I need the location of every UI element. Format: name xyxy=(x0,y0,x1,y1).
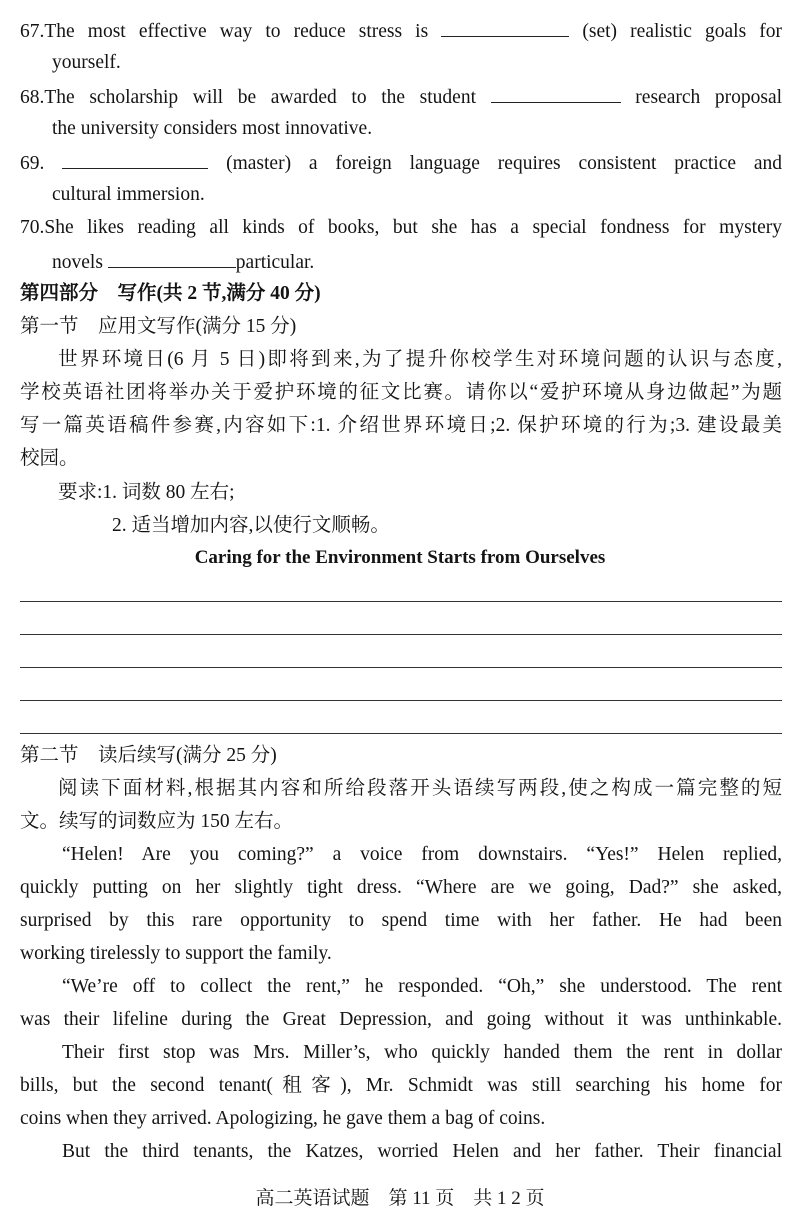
story-line: “Helen! Are you coming?” a voice from downstairs. “Yes!” Helen replied, xyxy=(62,844,782,865)
answer-blank-69[interactable] xyxy=(62,150,208,169)
writing-line[interactable] xyxy=(20,634,782,635)
section1-heading: 第一节 应用文写作(满分 15 分) xyxy=(20,316,297,337)
question-68: 68.The scholarship will be awarded to the student research proposal xyxy=(20,84,782,110)
story-line: coins when they arrived. Apologizing, he gave them a bag of coins. xyxy=(20,1108,546,1129)
story-line: But the third tenants, the Katzes, worried Helen and her father. Their financial xyxy=(62,1141,782,1162)
question-68-cont: the university considers most innovative. xyxy=(52,118,373,139)
essay-title: Caring for the Environment Starts from Ourselves xyxy=(194,547,606,568)
requirement-1: 要求:1. 词数 80 左右; xyxy=(58,482,235,503)
section1-prompt-line-3: 写一篇英语稿件参赛,内容如下:1. 介绍世界环境日;2. 保护环境的行为;3. 建设最美 xyxy=(20,415,782,436)
question-70: 70.She likes reading all kinds of books, but she has a special fondness for mystery xyxy=(20,217,782,238)
question-67-cont: yourself. xyxy=(52,52,121,73)
part4-heading: 第四部分 写作(共 2 节,满分 40 分) xyxy=(20,283,321,304)
page-footer: 高二英语试题 第 11 页 共 1 2 页 xyxy=(255,1188,545,1209)
section1-prompt-line-1: 世界环境日(6 月 5 日)即将到来,为了提升你校学生对环境问题的认识与态度, xyxy=(58,349,782,370)
section2-intro-line-2: 文。续写的词数应为 150 左右。 xyxy=(20,811,294,832)
question-69: 69. (master) a foreign language requires consistent practice and xyxy=(20,150,782,176)
section1-prompt-line-4: 校园。 xyxy=(20,448,79,469)
writing-line[interactable] xyxy=(20,733,782,734)
story-line: bills, but the second tenant(租客), Mr. Schmidt was still searching his home for xyxy=(20,1075,782,1096)
writing-line[interactable] xyxy=(20,601,782,602)
story-line: quickly putting on her slightly tight dress. “Where are we going, Dad?” she asked, xyxy=(20,877,782,898)
question-69-cont: cultural immersion. xyxy=(52,184,205,205)
writing-line[interactable] xyxy=(20,700,782,701)
section2-intro-line-1: 阅读下面材料,根据其内容和所给段落开头语续写两段,使之构成一篇完整的短 xyxy=(58,778,782,799)
story-line: was their lifeline during the Great Depression, and going without it was unthinkable. xyxy=(20,1009,782,1030)
story-line: “We’re off to collect the rent,” he responded. “Oh,” she understood. The rent xyxy=(62,976,782,997)
story-line: surprised by this rare opportunity to spend time with her father. He had been xyxy=(20,910,782,931)
story-line: Their first stop was Mrs. Miller’s, who quickly handed them the rent in dollar xyxy=(62,1042,782,1063)
requirement-2: 2. 适当增加内容,以使行文顺畅。 xyxy=(112,515,390,536)
question-70-cont: novels particular. xyxy=(52,249,782,275)
answer-blank-68[interactable] xyxy=(491,84,621,103)
question-67: 67.The most effective way to reduce stress is (set) realistic goals for xyxy=(20,18,782,44)
section1-prompt-line-2: 学校英语社团将举办关于爱护环境的征文比赛。请你以“爱护环境从身边做起”为题 xyxy=(20,382,782,403)
answer-blank-70[interactable] xyxy=(108,249,236,268)
answer-blank-67[interactable] xyxy=(441,18,569,37)
writing-line[interactable] xyxy=(20,667,782,668)
section2-heading: 第二节 读后续写(满分 25 分) xyxy=(20,745,277,766)
story-line: working tirelessly to support the family. xyxy=(20,943,332,964)
